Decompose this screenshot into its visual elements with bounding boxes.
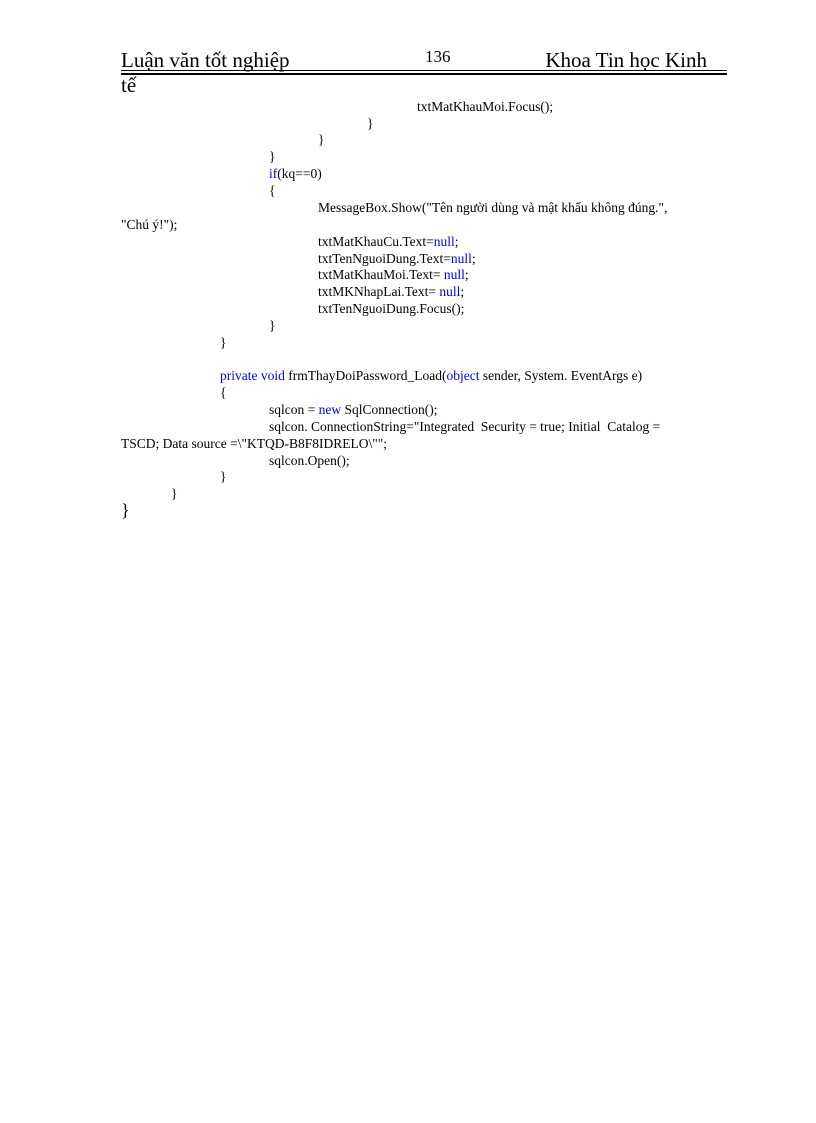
keyword: if: [269, 166, 278, 181]
page-header: [121, 48, 727, 72]
code-line: }: [121, 500, 130, 520]
code-line: MessageBox.Show("Tên người dùng và mật khẩu không đúng.",: [318, 200, 668, 215]
code-text: ;: [454, 234, 459, 249]
header-faculty-continuation: tế: [121, 73, 137, 97]
code-text: txtMKNhapLai.Text=: [318, 284, 440, 299]
keyword: new: [318, 402, 342, 417]
header-rule-thin: [121, 70, 727, 71]
code-line: {: [220, 385, 227, 400]
keyword: object: [446, 368, 480, 383]
code-line: [318, 250, 476, 267]
keyword: null: [433, 234, 455, 249]
code-line: }: [318, 132, 325, 147]
header-faculty: Khoa Tin học Kinh: [545, 48, 707, 72]
code-line: }: [220, 335, 227, 350]
code-text: SqlConnection();: [341, 402, 438, 417]
keyword: private: [220, 368, 258, 383]
code-line: }: [171, 486, 178, 501]
code-line: txtMatKhauMoi.Focus();: [417, 99, 554, 114]
code-line: [220, 367, 642, 384]
code-line: txtTenNguoiDung.Focus();: [318, 301, 465, 316]
header-rule-thick: [121, 73, 727, 75]
code-text: frmThayDoiPassword_Load(: [284, 368, 447, 383]
keyword: null: [439, 284, 461, 299]
code-line: [269, 401, 438, 418]
code-text: ;: [464, 267, 469, 282]
header-thesis-title: Luận văn tốt nghiệp: [121, 48, 290, 72]
code-line: }: [269, 318, 276, 333]
page-number: 136: [425, 47, 451, 66]
code-line: [318, 283, 464, 300]
code-text: (kq==0): [277, 166, 322, 181]
keyword: null: [450, 251, 472, 266]
code-line: }: [367, 116, 374, 131]
keyword: void: [260, 368, 285, 383]
code-text: txtTenNguoiDung.Text=: [318, 251, 451, 266]
code-line: sqlcon. ConnectionString="Integrated Security = true; Initial Catalog =: [269, 419, 661, 434]
code-line: }: [220, 469, 227, 484]
code-line: "Chú ý!");: [121, 217, 178, 232]
code-line: TSCD; Data source =\"KTQD-B8F8IDRELO\"";: [121, 436, 387, 451]
code-text: sqlcon =: [269, 402, 319, 417]
code-line: [269, 165, 322, 182]
code-line: [318, 266, 469, 283]
code-line: [318, 233, 459, 250]
code-line: sqlcon.Open();: [269, 453, 350, 468]
code-text: txtMatKhauMoi.Text=: [318, 267, 444, 282]
code-text: ;: [471, 251, 476, 266]
code-text: sender, System. EventArgs e): [479, 368, 643, 383]
code-line: }: [269, 149, 276, 164]
code-text: ;: [460, 284, 465, 299]
keyword: null: [443, 267, 465, 282]
code-line: {: [269, 183, 276, 198]
code-text: txtMatKhauCu.Text=: [318, 234, 434, 249]
